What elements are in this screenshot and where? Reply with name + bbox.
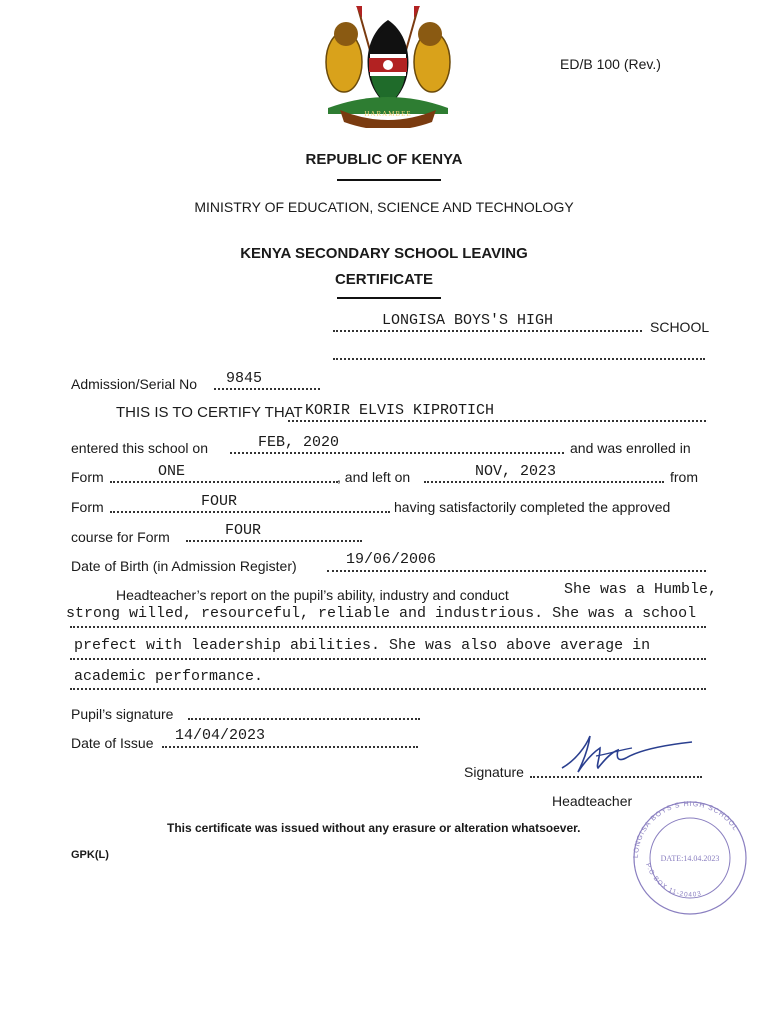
- dob-label: Date of Birth (in Admission Register): [71, 558, 297, 574]
- svg-text:P.O BOX 11-20403: [644, 862, 703, 898]
- school-suffix: SCHOOL: [650, 319, 710, 335]
- entered-label: entered this school on: [71, 440, 208, 456]
- form-start-dotted-line: [110, 481, 338, 483]
- report-dotted-line-3: [70, 688, 706, 690]
- admission-label: Admission/Serial No: [71, 376, 198, 392]
- entered-dotted-line: [230, 452, 564, 454]
- republic-heading: REPUBLIC OF KENYA: [305, 151, 463, 168]
- issue-label: Date of Issue: [71, 735, 154, 751]
- pupil-signature-line: [188, 718, 420, 720]
- left-date: NOV, 2023: [475, 463, 557, 480]
- stamp-ring-bottom: P.O BOX 11-20403: [644, 862, 703, 899]
- school-name: LONGISA BOYS'S HIGH: [382, 312, 554, 329]
- ministry-heading: MINISTRY OF EDUCATION, SCIENCE AND TECHNOLOGY: [194, 199, 574, 215]
- form-end: FOUR: [201, 493, 238, 510]
- report-line-1: She was a Humble,: [564, 581, 718, 598]
- school-dotted-line: [333, 330, 642, 332]
- report-dotted-line-1: [70, 626, 706, 628]
- signature-label: Signature: [464, 764, 524, 780]
- report-line-2: strong willed, resourceful, reliable and industrious. She was a school: [66, 605, 697, 622]
- course-form: FOUR: [225, 522, 262, 539]
- footer-statement: This certificate was issued without any erasure or alteration whatsoever.: [167, 821, 581, 835]
- school-stamp: [624, 798, 756, 918]
- school-second-line: [333, 358, 705, 360]
- admission-number: 9845: [226, 370, 263, 387]
- form-end-dotted-line: [110, 511, 390, 513]
- dob-dotted-line: [327, 570, 706, 572]
- form-label: Form: [71, 469, 104, 485]
- certify-label: THIS IS TO CERTIFY THAT: [116, 404, 303, 421]
- report-line-4: academic performance.: [74, 668, 264, 685]
- stamp-date: DATE:14.04.2023: [660, 854, 720, 863]
- headteacher-signature-icon: [556, 730, 696, 778]
- admission-dotted-line: [214, 388, 320, 390]
- printer-code: GPK(L): [71, 849, 109, 861]
- course-label: course for Form: [71, 529, 170, 545]
- form-start: ONE: [158, 463, 186, 480]
- left-dotted-line: [424, 481, 664, 483]
- certificate-title-line2: CERTIFICATE: [334, 271, 434, 288]
- title-rule: [337, 297, 441, 299]
- entered-date: FEB, 2020: [258, 434, 340, 451]
- coat-motto: HARAMBEE: [364, 110, 412, 118]
- left-label: , and left on: [337, 469, 411, 485]
- course-dotted-line: [186, 540, 362, 542]
- pupil-signature-label: Pupil’s signature: [71, 706, 174, 722]
- stamp-ring-icon: [624, 798, 756, 918]
- report-dotted-line-2: [70, 658, 706, 660]
- issue-dotted-line: [162, 746, 418, 748]
- certificate-title-line1: KENYA SECONDARY SCHOOL LEAVING: [240, 245, 528, 262]
- stamp-ring-top: LONGISA BOYS'S HIGH SCHOOL: [632, 800, 739, 859]
- pupil-name-dotted-line: [288, 420, 706, 422]
- form-code: ED/B 100 (Rev.): [560, 56, 661, 72]
- from-label: from: [670, 469, 698, 485]
- pupil-name: KORIR ELVIS KIPROTICH: [305, 402, 495, 419]
- enrolled-label: and was enrolled in: [570, 440, 691, 456]
- form-label-2: Form: [71, 499, 104, 515]
- date-of-birth: 19/06/2006: [346, 551, 437, 568]
- headteacher-label: Headteacher: [552, 793, 633, 809]
- issue-date: 14/04/2023: [175, 727, 266, 744]
- heading-rule: [337, 179, 441, 181]
- svg-text:LONGISA BOYS'S HIGH SCHOOL: [633, 801, 739, 858]
- completed-label: having satisfactorily completed the approved: [394, 499, 671, 515]
- report-label: Headteacher’s report on the pupil’s ability, industry and conduct: [116, 587, 509, 603]
- report-line-3: prefect with leadership abilities. She was also above average in: [74, 637, 651, 654]
